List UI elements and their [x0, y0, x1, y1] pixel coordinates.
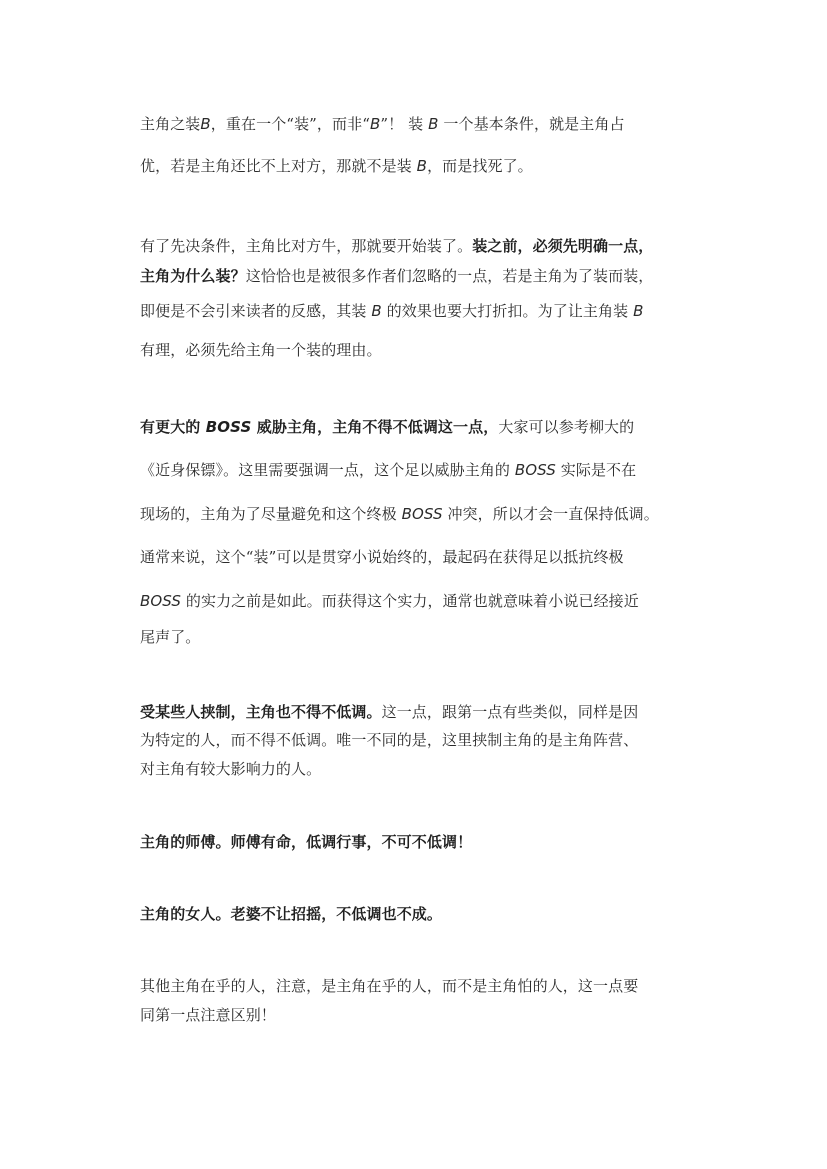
text-run: 这恰恰也是被很多作者们忽略的一点，若是主角为了装而装，	[245, 267, 654, 285]
paragraph-2-line-1	[140, 237, 700, 255]
text-run: 对主角有较大影响力的人。	[140, 760, 322, 778]
paragraph-7-line-2	[140, 1006, 700, 1024]
text-run: B	[428, 115, 439, 133]
text-run: 同第一点注意区别！	[140, 1006, 276, 1024]
text-run: 其他主角在乎的人，注意，是主角在乎的人，而不是主角怕的人，这一点要	[140, 977, 639, 995]
paragraph-2-line-3	[140, 302, 700, 320]
text-run: 这一点，跟第一点有些类似，同样是因	[381, 703, 639, 721]
text-run: 主角之装	[140, 115, 201, 133]
bold-text-run: 主角的师傅。师傅有命，低调行事，不可不低调！	[140, 833, 473, 851]
text-run: 一个基本条件，就是主角占	[438, 115, 625, 133]
bold-text-run: BOSS	[205, 418, 252, 436]
text-run: 有了先决条件，主角比对方牛，那就要开始装了。	[140, 237, 473, 255]
text-run: ”！ 装	[380, 115, 429, 133]
paragraph-4-line-2	[140, 731, 700, 749]
paragraph-1-line-2	[140, 157, 700, 175]
text-run: B	[416, 157, 428, 175]
paragraph-6-line-1	[140, 905, 700, 923]
text-run: B	[370, 115, 381, 133]
paragraph-4-line-3	[140, 760, 700, 778]
paragraph-3-line-3	[140, 505, 700, 523]
text-run: 的实力之前是如此。而获得这个实力，通常也就意味着小说已经接近	[181, 592, 639, 610]
bold-text-run: 受某些人挟制，主角也不得不低调。	[140, 703, 382, 721]
text-run: B	[200, 115, 211, 133]
text-run: 为特定的人，而不得不低调。唯一不同的是，这里挟制主角的是主角阵营、	[140, 731, 639, 749]
text-run: B	[633, 302, 644, 320]
paragraph-4-line-1	[140, 703, 700, 721]
text-run: 《近身保镖》。这里需要强调一点，这个足以威胁主角的	[140, 461, 515, 479]
text-run: 有理，必须先给主角一个装的理由。	[140, 341, 382, 359]
text-run: 实际是不在	[555, 461, 637, 479]
paragraph-3-line-5	[140, 592, 700, 610]
bold-text-run: 主角的女人。老婆不让招摇，不低调也不成。	[140, 905, 443, 923]
bold-text-run: 威胁主角，主角不得不低调这一点，	[251, 418, 499, 436]
text-run: BOSS	[401, 505, 443, 523]
paragraph-3-line-2	[140, 461, 700, 479]
text-run: B	[371, 302, 382, 320]
text-run: 通常来说，这个“装”可以是贯穿小说始终的，最起码在获得足以抵抗终极	[140, 548, 624, 566]
text-run: BOSS	[140, 592, 182, 610]
text-run: ，重在一个“装”，而非“	[210, 115, 371, 133]
paragraph-3-line-6	[140, 628, 700, 646]
paragraph-3-line-1	[140, 418, 700, 436]
text-run: ，而是找死了。	[427, 157, 533, 175]
bold-text-run: 装之前，必须先明确一点，	[472, 237, 654, 255]
text-run: 大家可以参考柳大的	[498, 418, 635, 436]
text-run: 的效果也要大打折扣。为了让主角装	[381, 302, 634, 320]
paragraph-1-line-1	[140, 115, 700, 133]
bold-text-run: 有更大的	[140, 418, 206, 436]
paragraph-2-line-4	[140, 341, 700, 359]
text-run: BOSS	[514, 461, 556, 479]
paragraph-5-line-1	[140, 833, 700, 851]
paragraph-3-line-4	[140, 548, 700, 566]
bold-text-run: 主角为什么装？	[140, 267, 246, 285]
text-run: 优，若是主角还比不上对方，那就不是装	[140, 157, 417, 175]
text-run: 即便是不会引来读者的反感，其装	[140, 302, 372, 320]
paragraph-7-line-1	[140, 977, 700, 995]
text-run: 现场的，主角为了尽量避免和这个终极	[140, 505, 402, 523]
text-run: 尾声了。	[140, 628, 201, 646]
text-run: 冲突，所以才会一直保持低调。	[442, 505, 659, 523]
paragraph-2-line-2	[140, 267, 700, 285]
